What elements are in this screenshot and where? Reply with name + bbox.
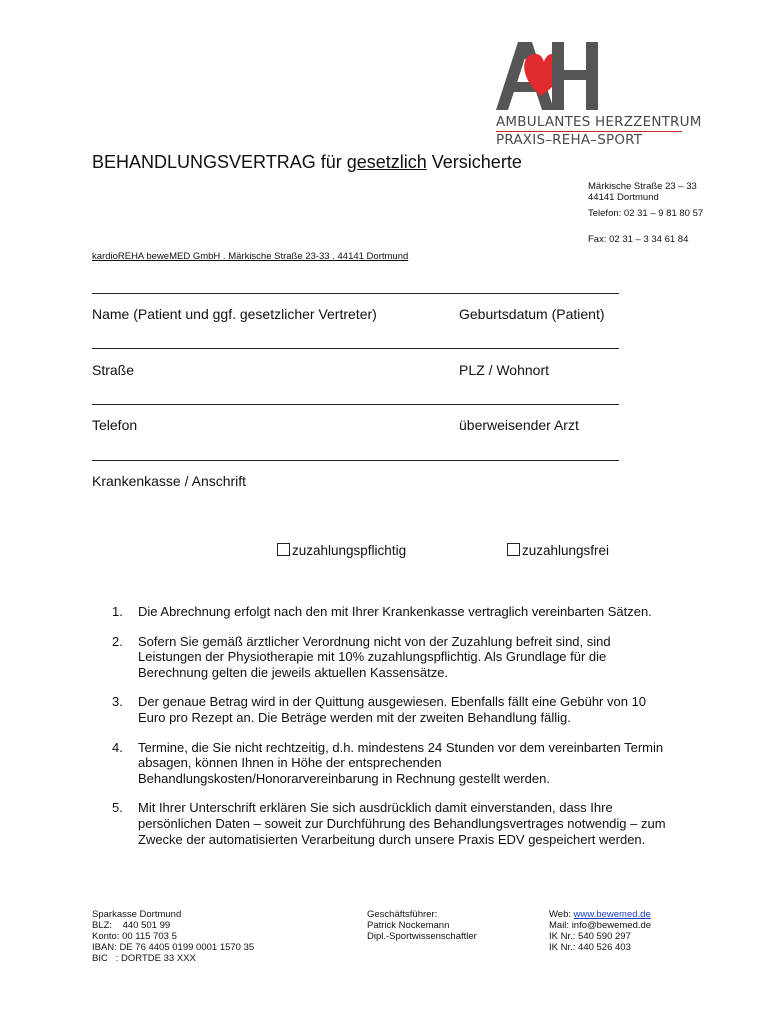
checkbox-copay-exempt[interactable] — [507, 543, 609, 558]
terms-item-text: Termine, die Sie nicht rechtzeitig, d.h. mindestens 24 Stunden vor dem vereinbarten Termin absagen, können Ihnen in Höhe der entsprechenden Behandlungskosten/Honorarvereinbarung in Rechnung gestellt werden. — [138, 739, 664, 786]
footer-web-label: Web: — [549, 909, 574, 920]
terms-item — [112, 604, 672, 620]
logo-line-2: PRAXIS–REHA–SPORT — [496, 132, 643, 148]
checkbox-square-icon[interactable] — [277, 543, 290, 556]
checkbox-square-icon[interactable] — [507, 543, 520, 556]
address-phone: Telefon: 02 31 – 9 81 80 57 — [588, 208, 704, 219]
label-insurance: Krankenkasse / Anschrift — [92, 473, 247, 489]
checkbox-copay-required[interactable] — [277, 543, 406, 558]
footer-web — [549, 909, 651, 920]
document-title — [92, 152, 522, 173]
label-street: Straße — [92, 362, 135, 378]
label-phone: Telefon — [92, 417, 138, 433]
field-line-phone — [92, 404, 619, 405]
terms-item-text: Sofern Sie gemäß ärztlicher Verordnung nicht von der Zuzahlung befreit sind, sind Leistungen der Physiotherapie mit 10% zuzahlungspflichtig. Als Grundlage für die Berechnung gelten die jeweils aktuellen Kassensätze. — [138, 633, 611, 680]
field-line-street — [92, 348, 619, 349]
field-line-insurance — [92, 460, 619, 461]
sender-line: kardioREHA beweMED GmbH . Märkische Straße 23-33 . 44141 Dortmund — [92, 251, 409, 262]
ah-heart-logo-icon — [494, 40, 604, 112]
footer-mail: Mail: info@bewemed.de — [549, 920, 652, 931]
footer-management-label: Geschäftsführer: — [367, 909, 438, 920]
footer-bank-konto: Konto: 00 115 703 5 — [92, 931, 177, 942]
terms-item — [112, 740, 672, 787]
terms-item-number: 2. — [112, 633, 123, 649]
company-logo — [494, 40, 702, 150]
terms-item-text: Die Abrechnung erfolgt nach den mit Ihrer Krankenkasse vertraglich vereinbarten Sätzen. — [138, 604, 652, 619]
footer-bank-name: Sparkasse Dortmund — [92, 909, 182, 920]
terms-item — [112, 694, 672, 725]
terms-item — [112, 634, 672, 681]
terms-item-text: Der genaue Betrag wird in der Quittung ausgewiesen. Ebenfalls fällt eine Gebühr von 10 Euro pro Rezept an. Die Beträge werden mit der zweiten Behandlung fällig. — [138, 694, 647, 725]
terms-list — [112, 604, 672, 861]
footer-ik-1: IK Nr.: 540 590 297 — [549, 931, 631, 942]
checkbox-copay-exempt-label: zuzahlungsfrei — [522, 543, 610, 558]
terms-item-text: Mit Ihrer Unterschrift erklären Sie sich ausdrücklich damit einverstanden, dass Ihre persönlichen Daten – soweit zur Durchführung des Behandlungsvertrages notwendig – zum Zwecke der automatisierten Verarbeitung durch unsere Praxis EDV gespeichert werden. — [138, 800, 666, 847]
terms-item-number: 5. — [112, 800, 123, 816]
address-city: 44141 Dortmund — [588, 192, 659, 203]
label-birthdate: Geburtsdatum (Patient) — [459, 306, 605, 322]
terms-item-number: 4. — [112, 739, 123, 755]
label-zip-city: PLZ / Wohnort — [459, 362, 550, 378]
logo-line-1: AMBULANTES HERZZENTRUM — [496, 114, 702, 130]
address-street: Märkische Straße 23 – 33 — [588, 181, 697, 192]
field-line-name — [92, 293, 619, 294]
footer-bank-blz: BLZ: 440 501 99 — [92, 920, 171, 931]
label-referring-doctor: überweisender Arzt — [459, 417, 579, 433]
address-fax: Fax: 02 31 – 3 34 61 84 — [588, 234, 689, 245]
title-underlined: gesetzlich — [346, 152, 427, 172]
label-name: Name (Patient und ggf. gesetzlicher Vertreter) — [92, 306, 377, 322]
terms-item — [112, 800, 672, 847]
footer-bank-iban: IBAN: DE 76 4405 0199 0001 1570 35 — [92, 942, 255, 953]
footer-web-link[interactable]: www.bewemed.de — [573, 909, 651, 920]
title-suffix: Versicherte — [426, 152, 522, 172]
footer-management-name: Patrick Nockemann — [367, 920, 450, 931]
footer-management-title: Dipl.-Sportwissenschaftler — [367, 931, 477, 942]
checkbox-copay-required-label: zuzahlungspflichtig — [292, 543, 407, 558]
footer-ik-2: IK Nr.: 440 526 403 — [549, 942, 631, 953]
terms-item-number: 3. — [112, 694, 123, 710]
footer-bank-bic: BIC : DORTDE 33 XXX — [92, 953, 196, 964]
title-prefix: BEHANDLUNGSVERTRAG für — [92, 152, 347, 172]
terms-item-number: 1. — [112, 604, 123, 619]
